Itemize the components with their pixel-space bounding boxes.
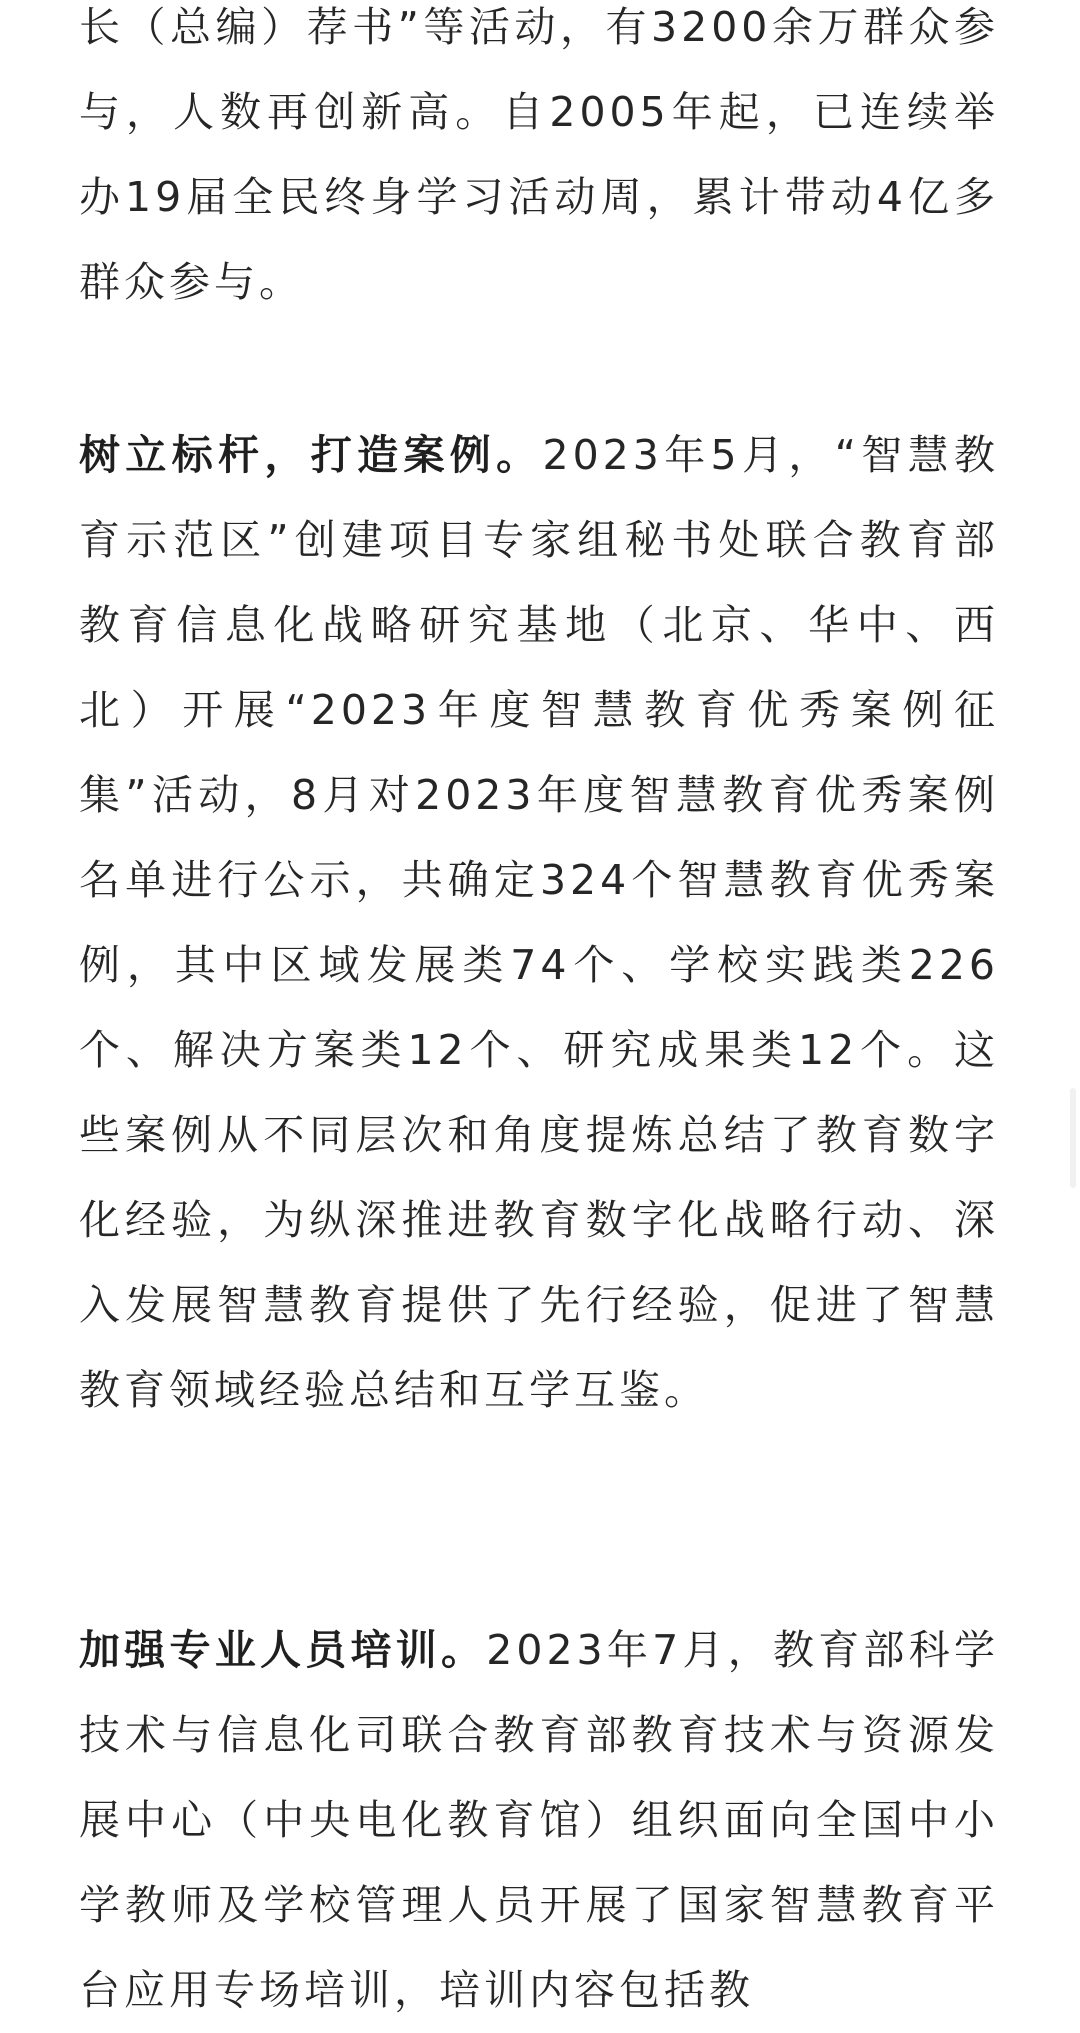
article-paragraph — [79, 413, 999, 1433]
scrollbar-thumb[interactable] — [1070, 1088, 1076, 1188]
article-paragraph — [79, 0, 999, 325]
paragraph-text: 2023年7月，教育部科学技术与信息化司联合教育部教育技术与资源发展中心（中央电化教育馆）组织面向全国中小学教师及学校管理人员开展了国家智慧教育平台应用专场培训，培训内容包括教 — [79, 1626, 999, 2014]
paragraph-text: 2023年5月，“智慧教育示范区”创建项目专家组秘书处联合教育部教育信息化战略研究基地（北京、华中、西北）开展“2023年度智慧教育优秀案例征集”活动，8月对2023年度智慧教育优秀案例名单进行公示，共确定324个智慧教育优秀案例，其中区域发展类74个、学校实践类226个、解决方案类12个、研究成果类12个。这些案例从不同层次和角度提炼总结了教育数字化经验，为纵深推进教育数字化战略行动、深入发展智慧教育提供了先行经验，促进了智慧教育领域经验总结和互学互鉴。 — [79, 431, 999, 1414]
paragraph-text: 长（总编）荐书”等活动，有3200余万群众参与，人数再创新高。自2005年起，已连续举办19届全民终身学习活动周，累计带动4亿多群众参与。 — [79, 3, 999, 306]
article-paragraph — [79, 1608, 999, 2033]
paragraph-lead: 树立标杆，打造案例。 — [79, 431, 543, 479]
paragraph-lead: 加强专业人员培训。 — [79, 1626, 487, 1674]
